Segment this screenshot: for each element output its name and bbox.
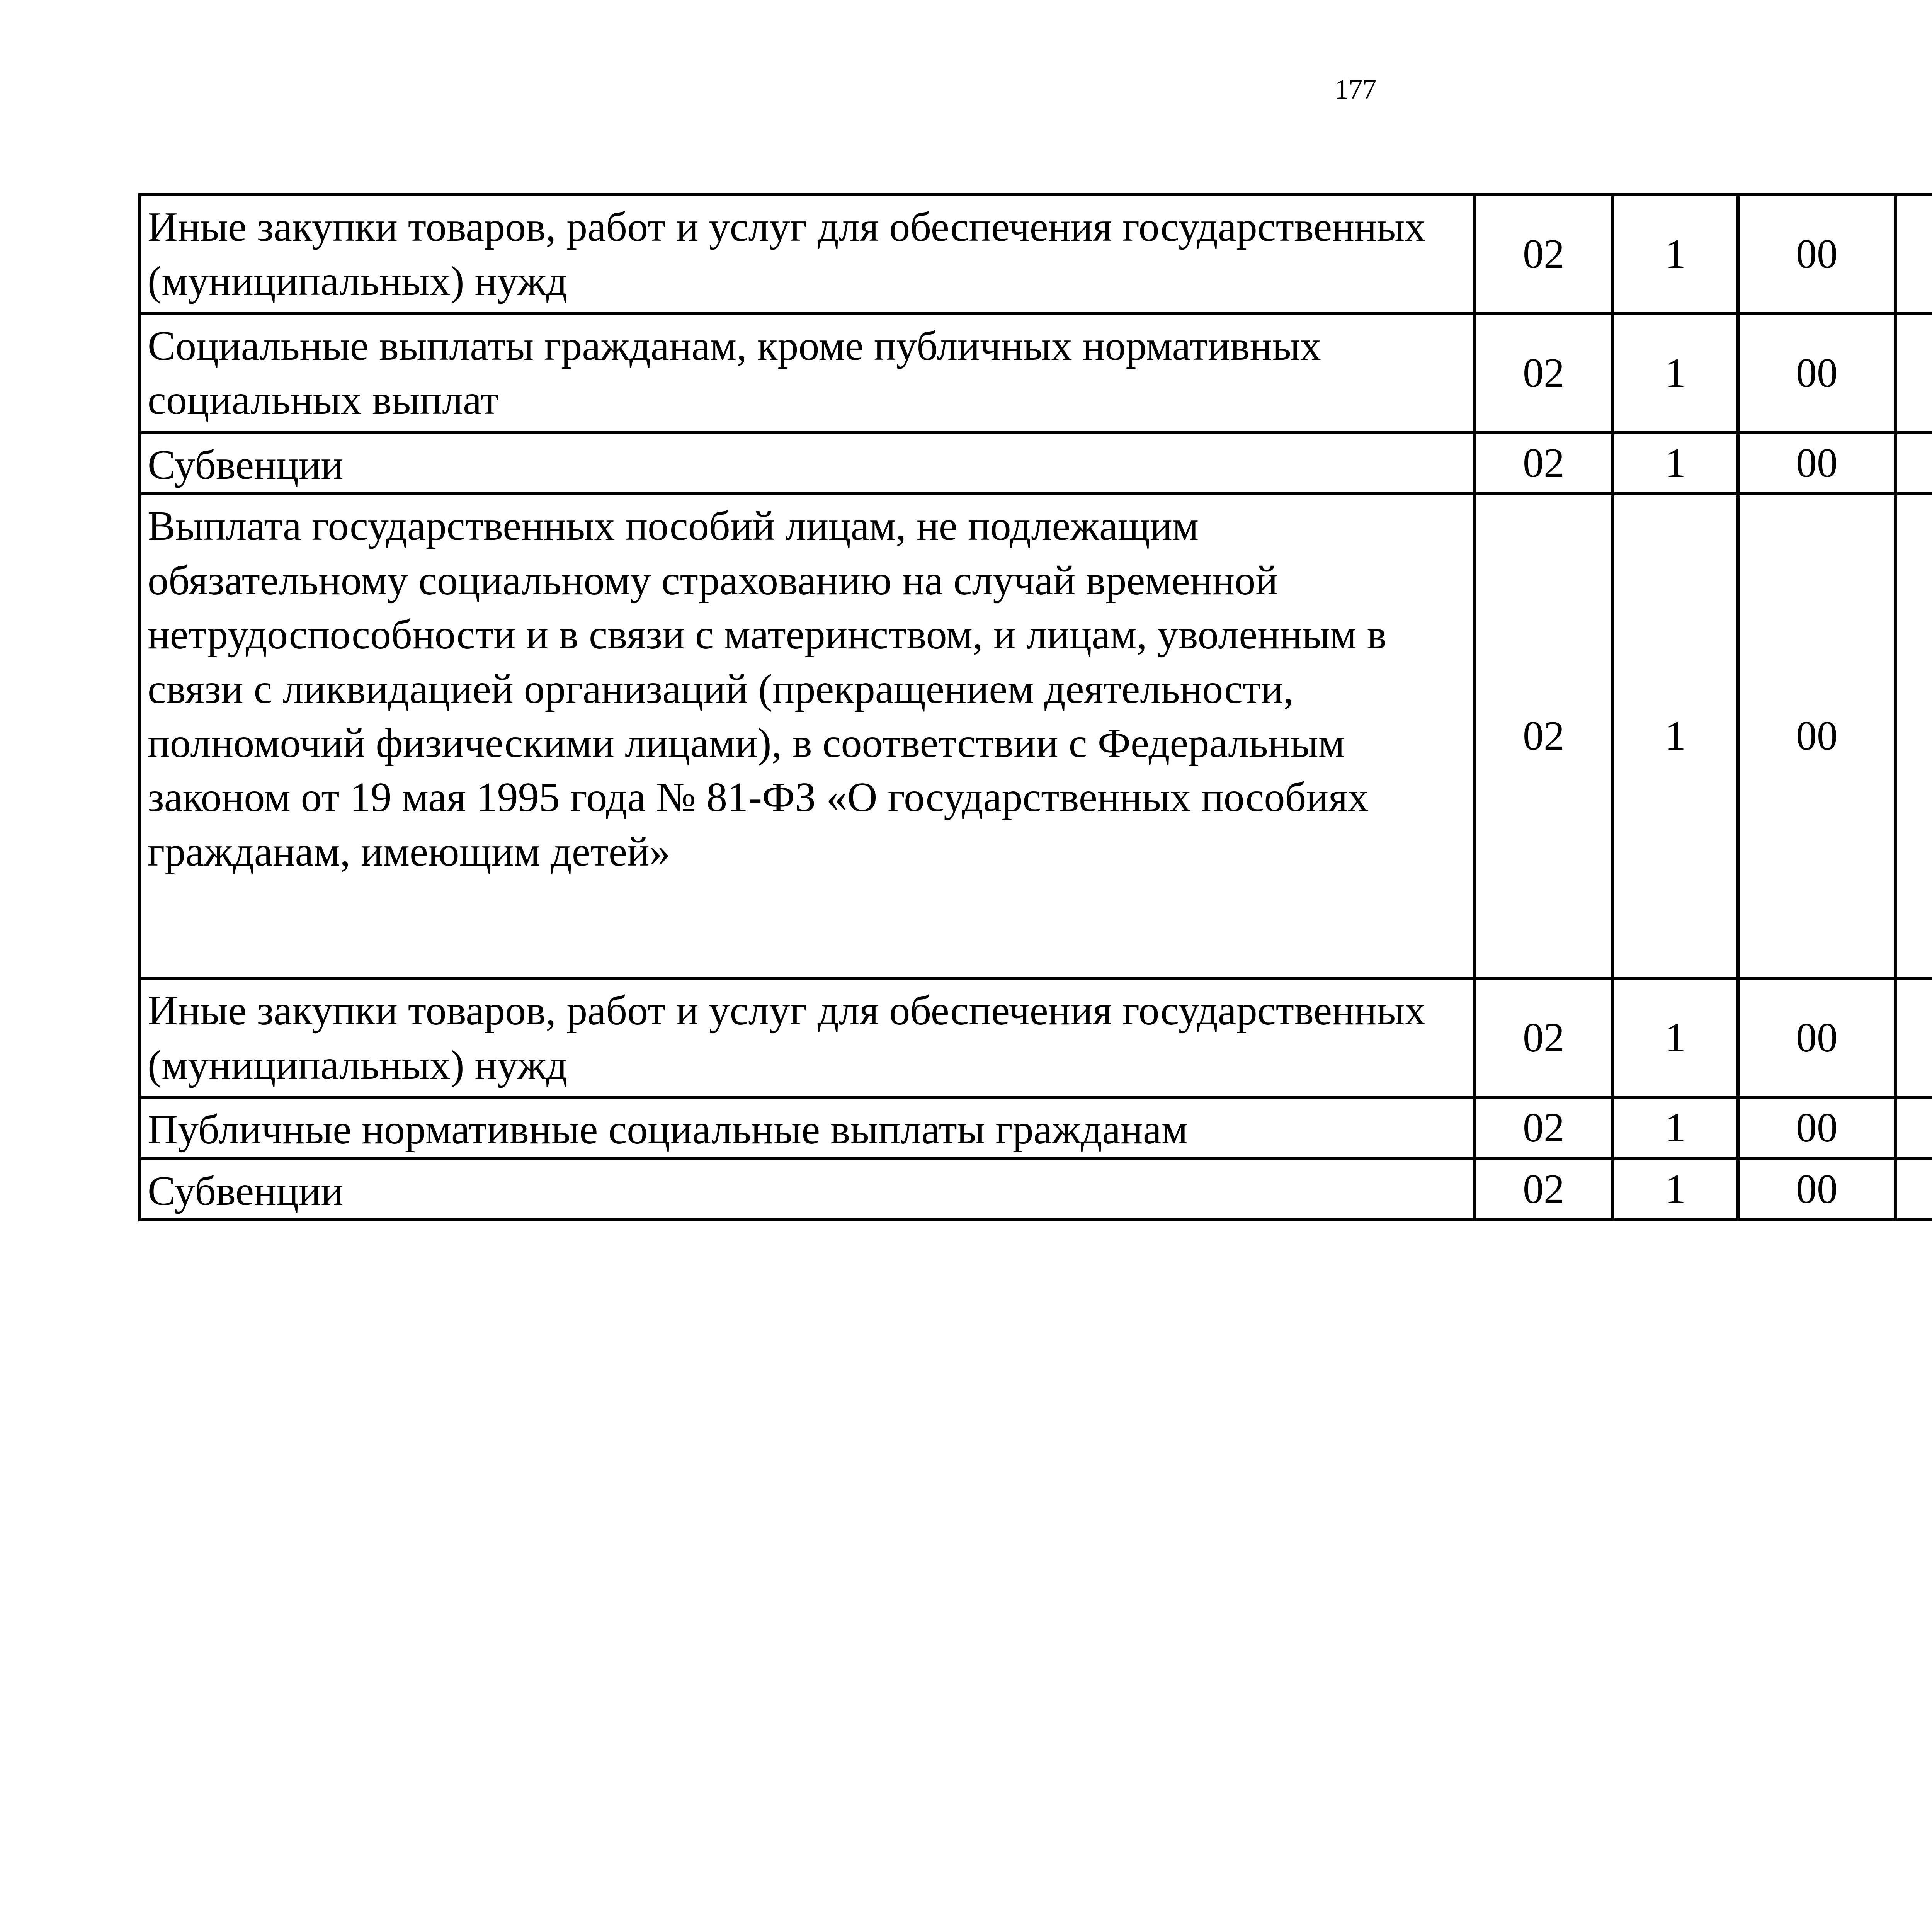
subprogram-code: 00 [1738, 978, 1896, 1097]
table-row [140, 1097, 1932, 1158]
section-code: 02 [1475, 978, 1613, 1097]
table-row [140, 195, 1932, 314]
subprogram-code: 00 [1738, 1159, 1896, 1220]
budget-table [138, 193, 1932, 1221]
direction-code [1896, 1159, 1932, 1220]
section-code: 02 [1475, 494, 1613, 978]
direction-code [1896, 494, 1932, 978]
subprogram-code: 00 [1738, 195, 1896, 314]
table-row [140, 1159, 1932, 1220]
row-description: Субвенции [140, 433, 1475, 494]
program-code: 1 [1613, 978, 1738, 1097]
direction-code [1896, 314, 1932, 433]
row-description: Иные закупки товаров, работ и услуг для обеспечения государственных (муниципальных) нужд [140, 978, 1475, 1097]
page-number: 177 [1335, 74, 1376, 105]
row-description: Социальные выплаты гражданам, кроме публичных нормативных социальных выплат [140, 314, 1475, 433]
program-code: 1 [1613, 195, 1738, 314]
direction-code [1896, 433, 1932, 494]
direction-code [1896, 1097, 1932, 1158]
row-description: Выплата государственных пособий лицам, не подлежащим обязательному социальному страхованию на случай временной нетрудоспособности и в связи с материнством, и лицам, уволенным в связи с ликвидацией организаций (прекращением деятельности, полномочий физическими лицами), в соответствии с Федеральным законом от 19 мая 1995 года № 81-ФЗ «О государственных пособиях гражданам, имеющим детей» [140, 494, 1475, 978]
program-code: 1 [1613, 1159, 1738, 1220]
program-code: 1 [1613, 433, 1738, 494]
section-code: 02 [1475, 1097, 1613, 1158]
section-code: 02 [1475, 433, 1613, 494]
row-description: Иные закупки товаров, работ и услуг для обеспечения государственных (муниципальных) нужд [140, 195, 1475, 314]
section-code: 02 [1475, 1159, 1613, 1220]
subprogram-code: 00 [1738, 433, 1896, 494]
subprogram-code: 00 [1738, 1097, 1896, 1158]
section-code: 02 [1475, 314, 1613, 433]
row-description: Субвенции [140, 1159, 1475, 1220]
table-row [140, 494, 1932, 978]
program-code: 1 [1613, 1097, 1738, 1158]
table-row [140, 314, 1932, 433]
subprogram-code: 00 [1738, 314, 1896, 433]
table-row [140, 978, 1932, 1097]
direction-code [1896, 978, 1932, 1097]
program-code: 1 [1613, 314, 1738, 433]
section-code: 02 [1475, 195, 1613, 314]
row-description: Публичные нормативные социальные выплаты гражданам [140, 1097, 1475, 1158]
table-row [140, 433, 1932, 494]
direction-code [1896, 195, 1932, 314]
subprogram-code: 00 [1738, 494, 1896, 978]
program-code: 1 [1613, 494, 1738, 978]
